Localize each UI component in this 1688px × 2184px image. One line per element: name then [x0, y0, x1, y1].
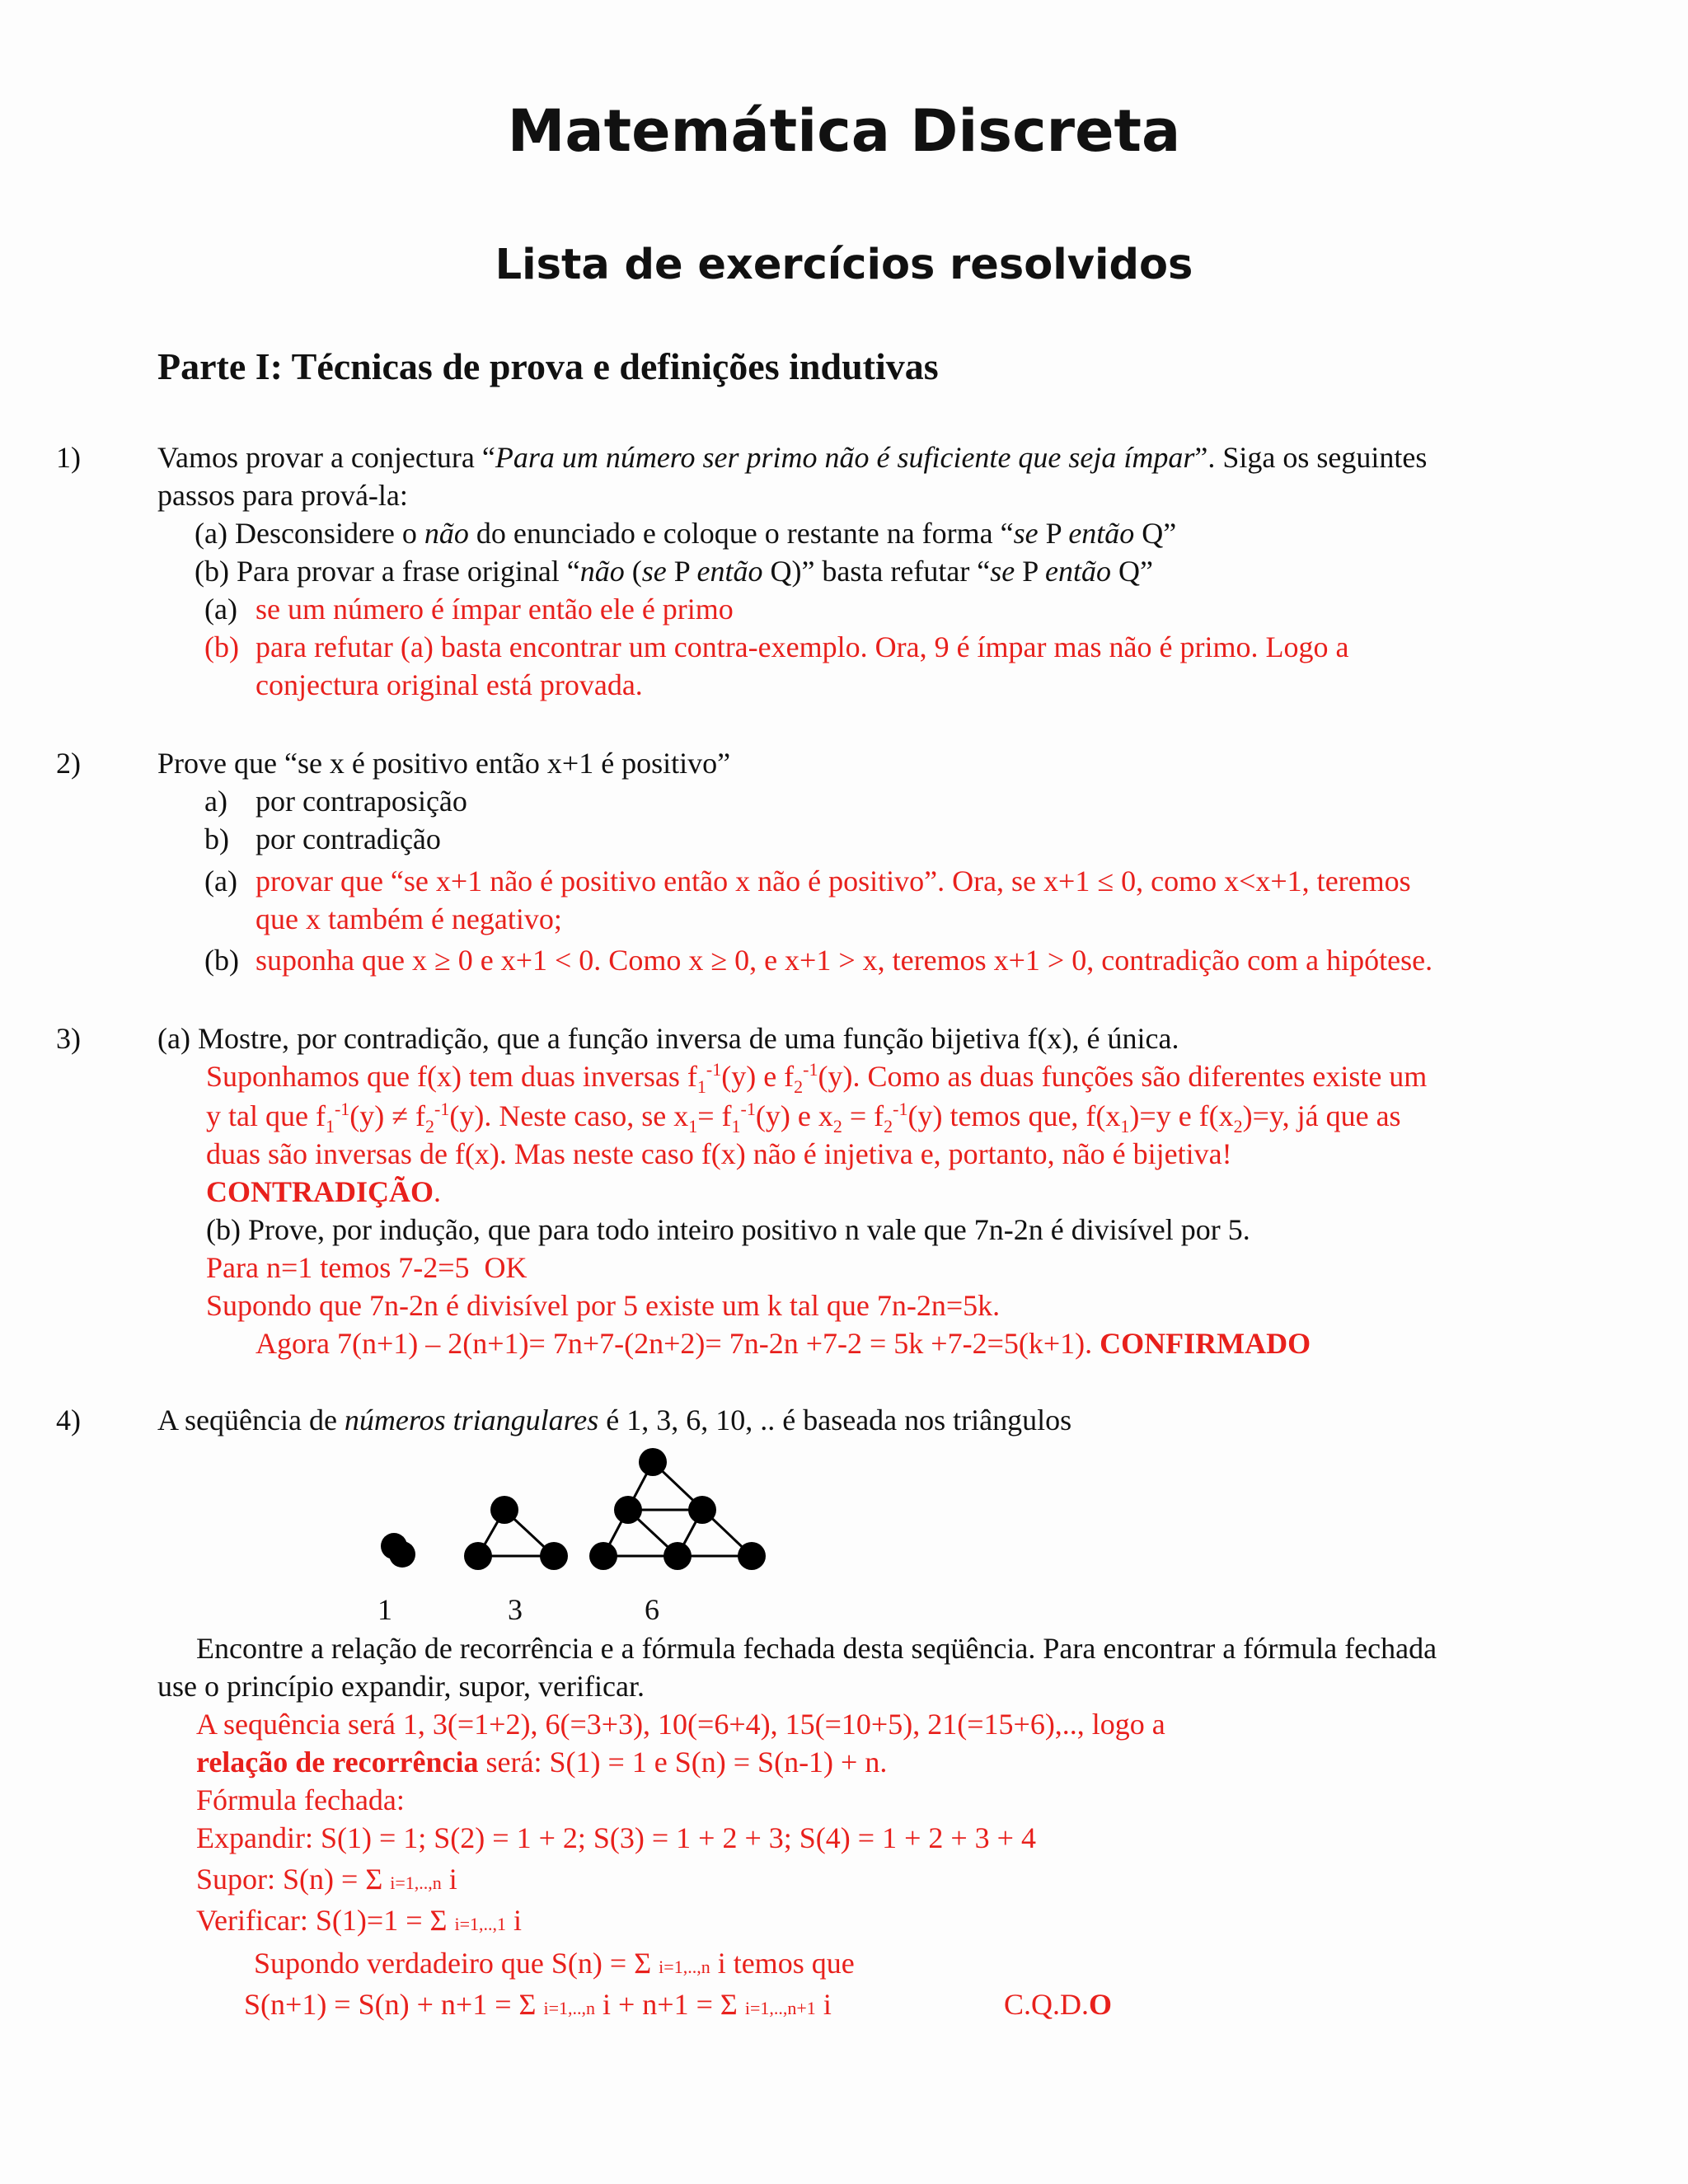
question-2-item-b-label: b) — [204, 823, 229, 855]
question-3a-answer-line3: duas são inversas de f(x). Mas neste caso f(x) não é injetiva e, portanto, não é bijetiva! — [206, 1137, 1232, 1170]
triangle-dot — [639, 1448, 667, 1476]
question-2-answer-a-line2: que x também é negativo; — [256, 902, 562, 935]
question-4-answer-sequence: A sequência será 1, 3(=1+2), 6(=3+3), 10(=6+4), 15(=10+5), 21(=15+6),.., logo a — [196, 1708, 1165, 1741]
question-1-answer-b: para refutar (a) basta encontrar um contra-exemplo. Ora, 9 é ímpar mas não é primo. Logo a — [256, 630, 1349, 663]
question-4-answer-recurrence: relação de recorrência será: S(1) = 1 e S(n) = S(n-1) + n. — [196, 1746, 888, 1779]
question-1-item-b: (b) Para provar a frase original “não (se P então Q)” basta refutar “se P então Q” — [195, 555, 1153, 588]
question-4-number: 4) — [56, 1404, 81, 1436]
question-3a-answer-line2: y tal que $f_1^{-1}(y) \ne f_2^{-1}(y)$. Neste caso, se $x_1= f_1^{-1}(y)$ e $x_2 = f_2^{-1}(y)$ temos que, $f(x_1)=y$ e $f(x_2)=y$, já que as — [206, 1099, 1401, 1137]
question-1-answer-a-label: (a) — [204, 593, 237, 626]
question-1-statement-line2: passos para prová-la: — [157, 479, 408, 512]
triangle-dot — [663, 1542, 692, 1570]
document-title: Matemática Discreta — [507, 97, 1181, 165]
triangle-dot — [540, 1542, 568, 1570]
triangle-dot — [738, 1542, 766, 1570]
triangle-dot — [464, 1542, 492, 1570]
triangle-dot — [490, 1496, 518, 1524]
question-4-task-line2: use o princípio expandir, supor, verificar. — [157, 1670, 645, 1703]
document-subtitle: Lista de exercícios resolvidos — [495, 241, 1193, 289]
triangle-label-6: 6 — [645, 1593, 659, 1626]
question-3a-answer-line1: Suponhamos que f(x) tem duas inversas $f_1^{-1}(y)$ e $f_2^{-1}(y)$. Como as duas funções são diferentes existe um — [206, 1059, 1428, 1098]
question-4-expand: Expandir: S(1) = 1; S(2) = 1 + 2; S(3) = 1 + 2 + 3; S(4) = 1 + 2 + 3 + 4 — [196, 1821, 1036, 1854]
question-4-induction-hypothesis: Supondo verdadeiro que S(n) = Σ i=1,..,n i temos que — [254, 1947, 855, 1980]
question-4-induction-step: S(n+1) = S(n) + n+1 = Σ i=1,..,n i + n+1 = Σ i=1,..,n+1 i — [244, 1988, 832, 2021]
question-4-qed: C.Q.D.O — [1004, 1988, 1113, 2021]
question-3b-answer-base: Para n=1 temos 7-2=5 OK — [206, 1251, 528, 1284]
triangle-label-1: 1 — [377, 1593, 392, 1626]
triangle-dot — [688, 1496, 716, 1524]
question-3a-answer-conclusion: CONTRADIÇÃO. — [206, 1175, 442, 1208]
triangle-dot — [589, 1542, 617, 1570]
question-1-answer-b-line2: conjectura original está provada. — [256, 668, 643, 701]
question-4-suppose: Supor: S(n) = Σ i=1,..,n i — [196, 1863, 457, 1896]
question-1-number: 1) — [56, 441, 81, 474]
question-2-item-a-label: a) — [204, 785, 227, 818]
triangular-numbers-figure — [363, 1434, 791, 1582]
question-2-statement: Prove que “se x é positivo então x+1 é positivo” — [157, 747, 731, 780]
question-2-answer-b: suponha que x ≥ 0 e x+1 < 0. Como x ≥ 0, e x+1 > x, teremos x+1 > 0, contradição com a hipótese. — [256, 944, 1433, 977]
question-4-closed-formula-heading: Fórmula fechada: — [196, 1783, 405, 1816]
question-4-statement: A seqüência de números triangulares é 1, 3, 6, 10, .. é baseada nos triângulos — [157, 1404, 1072, 1436]
question-4-task: Encontre a relação de recorrência e a fórmula fechada desta seqüência. Para encontrar a fórmula fechada — [196, 1632, 1437, 1665]
triangle-label-3: 3 — [508, 1593, 523, 1626]
question-3b-answer-step: Agora 7(n+1) – 2(n+1)= 7n+7-(2n+2)= 7n-2n +7-2 = 5k +7-2=5(k+1). CONFIRMADO — [256, 1327, 1311, 1360]
question-2-item-b: por contradição — [256, 823, 441, 855]
triangle-6 — [589, 1448, 766, 1570]
triangle-3 — [464, 1496, 568, 1570]
question-2-answer-a-label: (a) — [204, 865, 237, 898]
question-1-item-a: (a) Desconsidere o não do enunciado e coloque o restante na forma “se P então Q” — [195, 517, 1177, 550]
question-3a-statement: (a) Mostre, por contradição, que a função inversa de uma função bijetiva f(x), é única. — [157, 1022, 1179, 1055]
question-1-statement: Vamos provar a conjectura “Para um número ser primo não é suficiente que seja ímpar”. Siga os seguintes — [157, 441, 1428, 474]
question-2-answer-a: provar que “se x+1 não é positivo então x não é positivo”. Ora, se x+1 ≤ 0, como x<x+1, teremos — [256, 865, 1411, 898]
question-4-verify: Verificar: S(1)=1 = Σ i=1,..,1 i — [196, 1904, 523, 1937]
question-2-item-a: por contraposição — [256, 785, 467, 818]
triangle-1 — [381, 1533, 415, 1568]
triangle-dot — [614, 1496, 642, 1524]
question-2-number: 2) — [56, 747, 81, 780]
question-3-number: 3) — [56, 1022, 81, 1055]
question-1-answer-a: se um número é ímpar então ele é primo — [256, 593, 734, 626]
question-2-answer-b-label: (b) — [204, 944, 239, 977]
question-3b-answer-hypothesis: Supondo que 7n-2n é divisível por 5 existe um k tal que 7n-2n=5k. — [206, 1289, 1001, 1322]
question-3b-statement: (b) Prove, por indução, que para todo inteiro positivo n vale que 7n-2n é divisível por 5. — [206, 1213, 1250, 1246]
part-heading: Parte I: Técnicas de prova e definições indutivas — [157, 345, 939, 387]
question-1-answer-b-label: (b) — [204, 630, 239, 663]
triangle-dot — [389, 1541, 415, 1568]
